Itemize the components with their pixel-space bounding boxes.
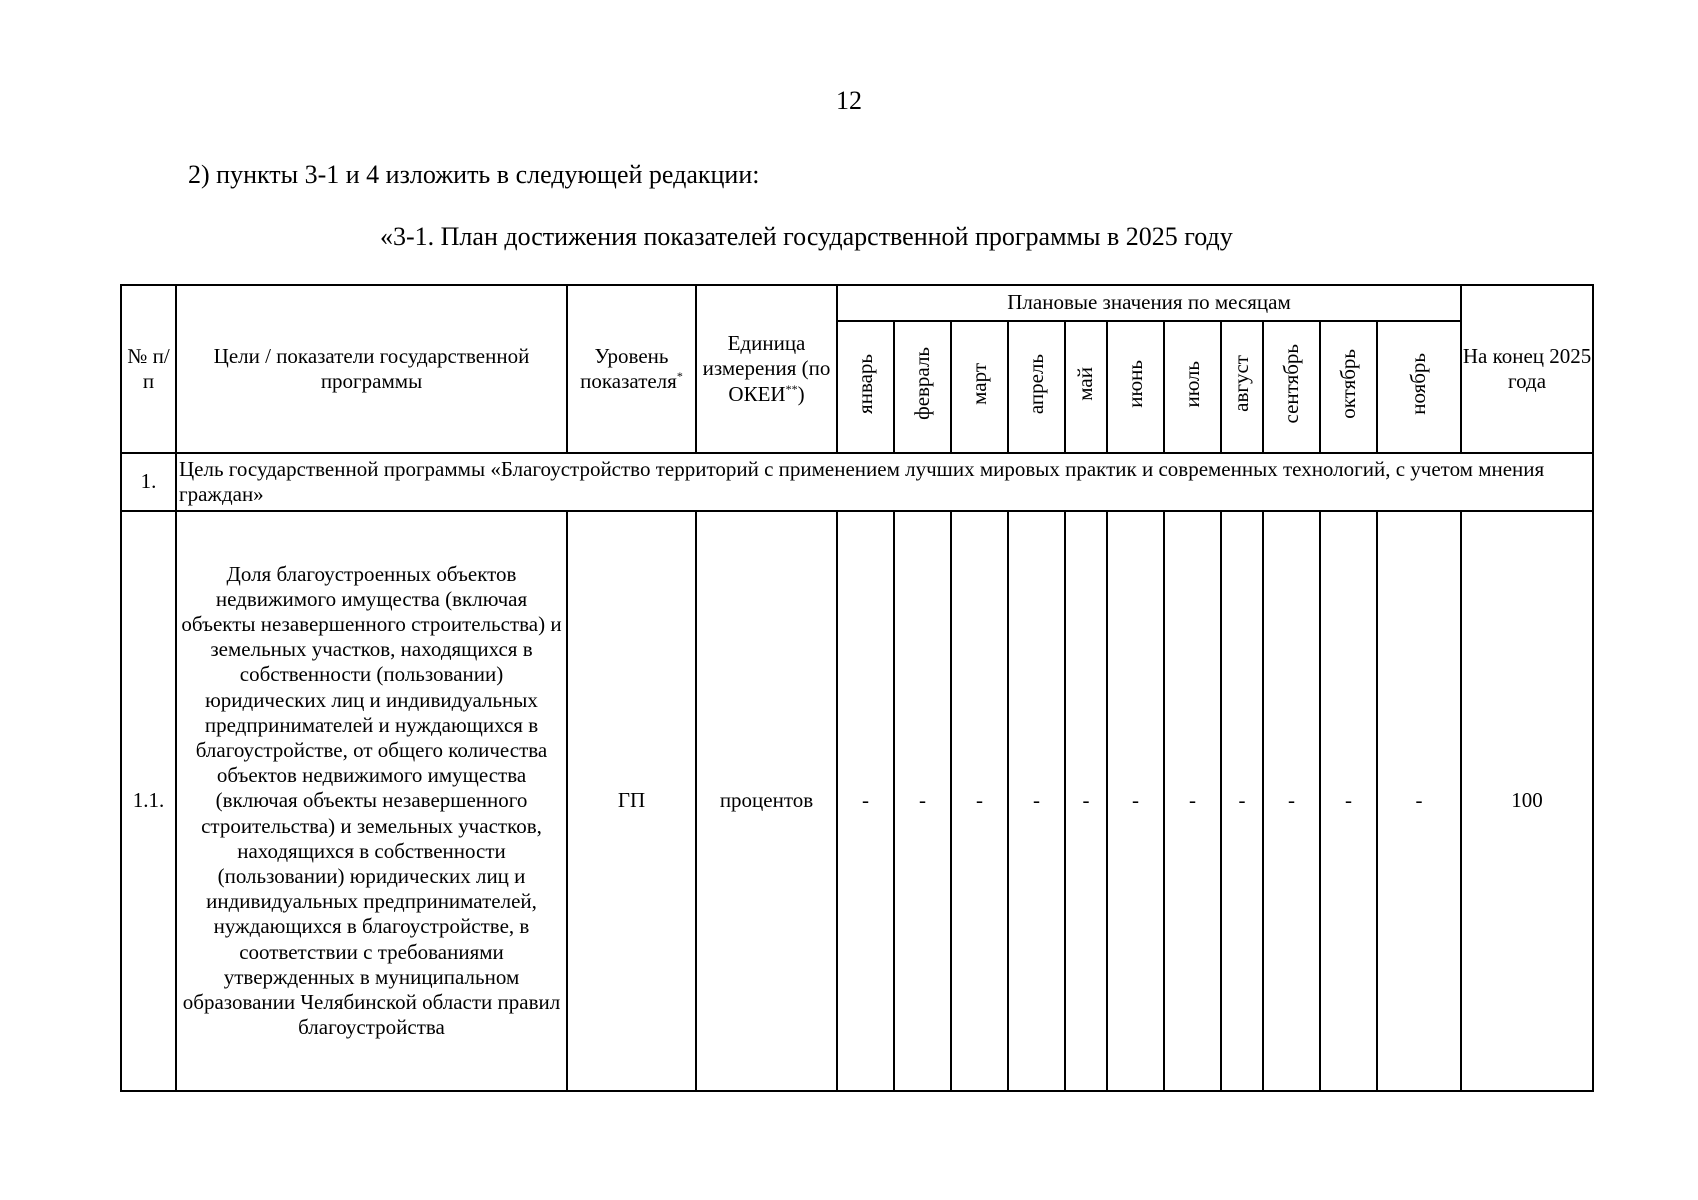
indicator-text: Доля благоустроенных объектов недвижимого имущества (включая объекты незавершенного строительства) и земельных участков, находящихся в собственности (пользовании) юридических лиц и индивидуальных предпринимателей и нуждающихся в благоустройстве, от общего количества объектов недвижимого имущества (включая объекты незавершенного строительства) и земельных участков, находящихся в собственности (пользовании) юридических лиц и индивидуальных предпринимателей, нуждающихся в благоустройстве, в соответствии с требованиями утвержденных в муниципальном образовании Челябинской области правил благоустройства [176, 511, 567, 1091]
header-unit-mark: ** [785, 381, 798, 396]
indicator-num: 1.1. [121, 511, 176, 1091]
monthly-value-8: - [1263, 511, 1320, 1091]
header-month-label: апрель [1023, 353, 1048, 414]
header-goal: Цели / показатели государственной программы [176, 285, 567, 453]
monthly-value-2: - [951, 511, 1008, 1091]
indicator-unit: процентов [696, 511, 837, 1091]
header-month-label: ноябрь [1406, 353, 1431, 415]
header-level-label: Уровень показателя [580, 343, 677, 393]
monthly-value-3: - [1008, 511, 1065, 1091]
header-month-2 [951, 321, 1008, 453]
header-month-label: октябрь [1335, 349, 1360, 419]
header-month-label: март [966, 362, 991, 405]
instruction-text: 2) пункты 3-1 и 4 изложить в следующей редакции: [188, 160, 760, 189]
monthly-value-10: - [1377, 511, 1461, 1091]
header-month-1 [894, 321, 951, 453]
header-unit [696, 285, 837, 453]
goal-text: Цель государственной программы «Благоустройство территорий с применением лучших мировых практик и современных технологий, с учетом мнения граждан» [176, 453, 1593, 511]
monthly-value-0: - [837, 511, 894, 1091]
indicator-row [121, 511, 1593, 1091]
monthly-value-1: - [894, 511, 951, 1091]
header-month-label: май [1073, 367, 1098, 401]
header-month-0 [837, 321, 894, 453]
header-month-7 [1221, 321, 1263, 453]
header-num: № п/п [121, 285, 176, 453]
page-number: 12 [836, 86, 862, 115]
header-month-10 [1377, 321, 1461, 453]
end-value: 100 [1461, 511, 1593, 1091]
header-month-label: июль [1179, 360, 1204, 408]
header-month-label: август [1229, 355, 1254, 413]
header-unit-close: ) [797, 381, 805, 406]
plan-table [120, 284, 1594, 1092]
monthly-value-6: - [1164, 511, 1221, 1091]
monthly-value-7: - [1221, 511, 1263, 1091]
header-level [567, 285, 696, 453]
indicator-level: ГП [567, 511, 696, 1091]
section-heading: «3-1. План достижения показателей государственной программы в 2025 году [380, 222, 1233, 251]
header-month-label: июнь [1122, 360, 1147, 408]
header-row-top [121, 285, 1593, 321]
header-month-label: февраль [909, 347, 934, 421]
header-month-4 [1065, 321, 1107, 453]
monthly-value-4: - [1065, 511, 1107, 1091]
header-level-mark: * [676, 369, 683, 383]
header-unit-label: Единица измерения (по ОКЕИ [702, 331, 831, 406]
goal-num: 1. [121, 453, 176, 511]
header-month-8 [1263, 321, 1320, 453]
header-month-5 [1107, 321, 1164, 453]
header-month-label: сентябрь [1278, 344, 1303, 424]
header-month-6 [1164, 321, 1221, 453]
monthly-value-9: - [1320, 511, 1377, 1091]
header-month-3 [1008, 321, 1065, 453]
header-end: На конец 2025 года [1461, 285, 1593, 453]
header-month-label: январь [852, 353, 877, 414]
monthly-value-5: - [1107, 511, 1164, 1091]
header-monthly: Плановые значения по месяцам [837, 285, 1461, 321]
header-month-9 [1320, 321, 1377, 453]
goal-row [121, 453, 1593, 511]
